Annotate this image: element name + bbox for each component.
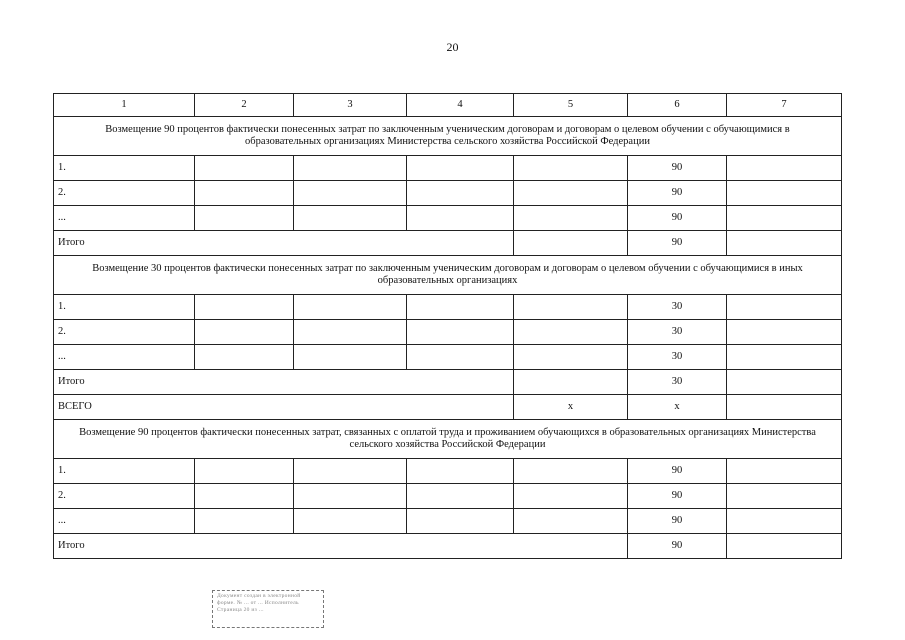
table-row [54, 181, 842, 206]
column-header: 6 [628, 94, 727, 117]
grand-total-row [54, 395, 842, 420]
row-label: 2. [54, 320, 195, 345]
subtotal-row [54, 534, 842, 559]
row-label: ... [54, 509, 195, 534]
percent-cell: 90 [628, 206, 727, 231]
section-title-row [54, 256, 842, 295]
grand-total-col5: x [514, 395, 628, 420]
table-row [54, 509, 842, 534]
subtotal-row [54, 231, 842, 256]
page-number: 20 [446, 40, 459, 54]
grand-total-label: ВСЕГО [54, 395, 514, 420]
row-label: 1. [54, 459, 195, 484]
percent-cell: 30 [628, 345, 727, 370]
percent-cell: 30 [628, 320, 727, 345]
row-label: ... [54, 345, 195, 370]
section-title: Возмещение 90 процентов фактически понесенных затрат, связанных с оплатой труда и проживанием обучающихся в образовательных организациях Министерства сельского хозяйства Российской Федерации [54, 420, 842, 459]
percent-cell: 30 [628, 295, 727, 320]
column-header: 5 [514, 94, 628, 117]
section-title-row [54, 420, 842, 459]
column-header: 2 [195, 94, 294, 117]
percent-cell: 30 [628, 370, 727, 395]
percent-cell: 90 [628, 459, 727, 484]
percent-cell: 90 [628, 534, 727, 559]
section-title: Возмещение 30 процентов фактически понесенных затрат по заключенным ученическим договорам и договорам о целевом обучении с обучающимися в иных образовательных организациях [54, 256, 842, 295]
subtotal-label: Итого [54, 370, 514, 395]
table-row [54, 459, 842, 484]
subtotal-label: Итого [54, 231, 514, 256]
section-title-row [54, 117, 842, 156]
percent-cell: 90 [628, 181, 727, 206]
table-row [54, 484, 842, 509]
stamp-line: форме. № ... от ... Исполнитель [217, 600, 299, 606]
row-label: ... [54, 206, 195, 231]
subtotal-label: Итого [54, 534, 628, 559]
percent-cell: 90 [628, 156, 727, 181]
table-row [54, 206, 842, 231]
electronic-document-stamp [212, 590, 324, 628]
column-header: 7 [727, 94, 842, 117]
table-row [54, 345, 842, 370]
row-label: 1. [54, 295, 195, 320]
row-label: 2. [54, 181, 195, 206]
column-header: 3 [294, 94, 407, 117]
table-row [54, 295, 842, 320]
table-row [54, 320, 842, 345]
percent-cell: 90 [628, 484, 727, 509]
grand-total-col6: x [628, 395, 727, 420]
stamp-line: Страница 20 из ... [217, 607, 264, 613]
row-label: 2. [54, 484, 195, 509]
column-header: 4 [407, 94, 514, 117]
section-title: Возмещение 90 процентов фактически понесенных затрат по заключенным ученическим договорам и договорам о целевом обучении с обучающимися в образовательных организациях Министерства сельского хозяйства Российской Федерации [54, 117, 842, 156]
table-row [54, 156, 842, 181]
table-header-row [54, 94, 842, 117]
stamp-line: Документ создан в электронной [217, 593, 301, 599]
percent-cell: 90 [628, 231, 727, 256]
subtotal-row [54, 370, 842, 395]
row-label: 1. [54, 156, 195, 181]
column-header: 1 [54, 94, 195, 117]
percent-cell: 90 [628, 509, 727, 534]
funding-table [53, 93, 842, 559]
